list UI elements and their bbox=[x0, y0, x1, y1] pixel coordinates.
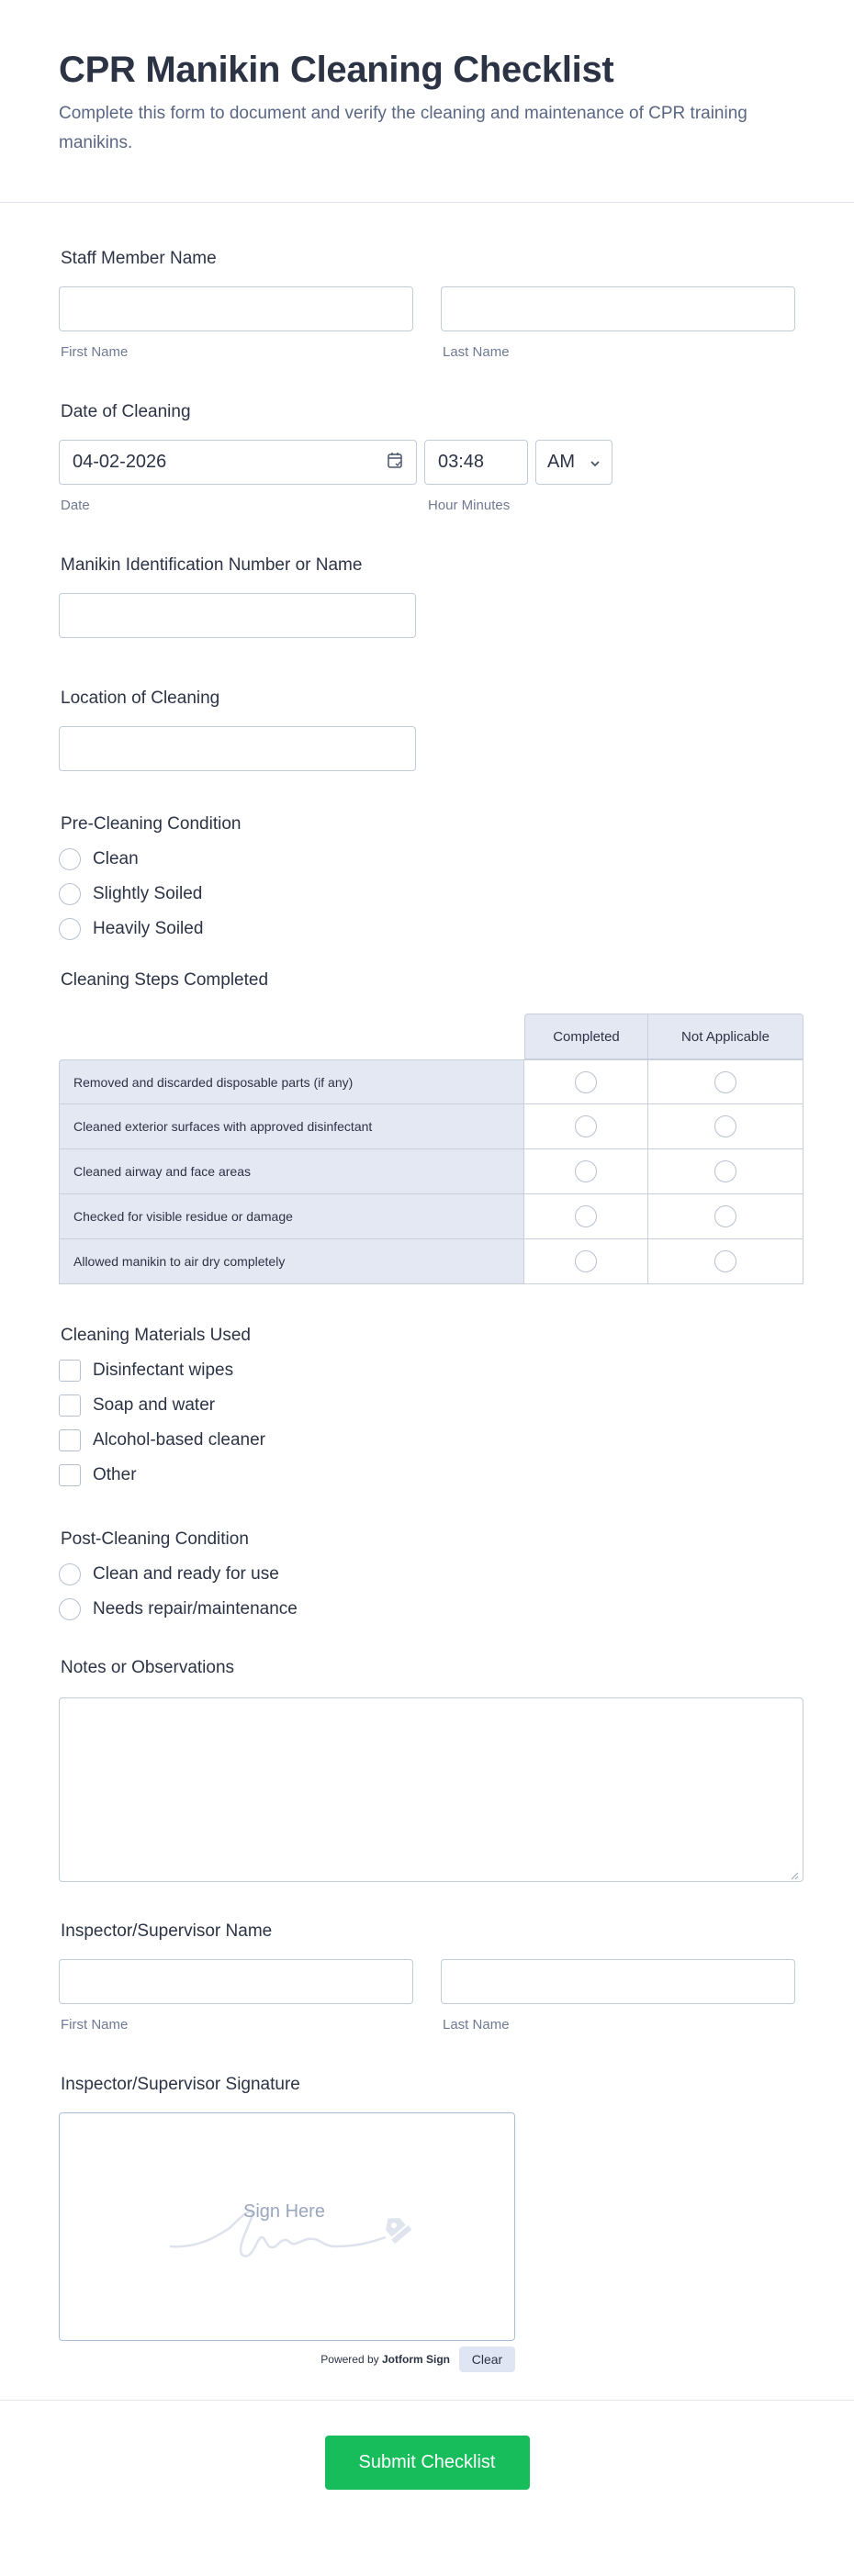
staff-first-name-sublabel: First Name bbox=[61, 344, 129, 360]
matrix-row bbox=[59, 1194, 803, 1239]
inspector-first-name-input[interactable] bbox=[59, 1959, 413, 2004]
option-label: Clean bbox=[93, 849, 139, 868]
materials-option[interactable] bbox=[59, 1464, 795, 1486]
form-description: Complete this form to document and verify the cleaning and maintenance of CPR training manikins. bbox=[59, 104, 747, 152]
brand-name: Jotform Sign bbox=[382, 2353, 450, 2366]
signature-field bbox=[59, 2074, 795, 2372]
chevron-down-icon bbox=[590, 452, 601, 473]
radio-button[interactable] bbox=[575, 1160, 597, 1182]
resize-handle-icon[interactable] bbox=[790, 1868, 799, 1877]
materials-option[interactable] bbox=[59, 1394, 795, 1417]
radio-button[interactable] bbox=[59, 918, 81, 940]
radio-button[interactable] bbox=[714, 1250, 736, 1272]
option-label: Slightly Soiled bbox=[93, 884, 203, 903]
cleaning-steps-label: Cleaning Steps Completed bbox=[61, 970, 269, 990]
materials-option[interactable] bbox=[59, 1429, 795, 1451]
radio-button[interactable] bbox=[575, 1250, 597, 1272]
inspector-last-name-sublabel: Last Name bbox=[443, 2017, 510, 2033]
cleaning-steps-matrix bbox=[59, 1014, 803, 1284]
staff-first-name-input[interactable] bbox=[59, 286, 413, 331]
radio-button[interactable] bbox=[59, 883, 81, 905]
form-title: CPR Manikin Cleaning Checklist bbox=[59, 50, 614, 90]
option-label: Heavily Soiled bbox=[93, 919, 204, 938]
matrix-row bbox=[59, 1239, 803, 1284]
post-condition-field bbox=[59, 1529, 795, 1620]
matrix-row bbox=[59, 1104, 803, 1149]
time-input[interactable]: 03:48 bbox=[424, 440, 528, 485]
inspector-name-label: Inspector/Supervisor Name bbox=[61, 1921, 273, 1941]
matrix-column-not-applicable: Not Applicable bbox=[648, 1014, 803, 1059]
materials-option[interactable] bbox=[59, 1360, 795, 1382]
post-condition-label: Post-Cleaning Condition bbox=[61, 1529, 249, 1549]
option-label: Other bbox=[93, 1465, 137, 1484]
matrix-row-label: Allowed manikin to air dry completely bbox=[59, 1239, 524, 1284]
radio-button[interactable] bbox=[714, 1160, 736, 1182]
staff-last-name-input[interactable] bbox=[441, 286, 795, 331]
materials-field bbox=[59, 1325, 795, 1486]
materials-label: Cleaning Materials Used bbox=[61, 1326, 251, 1345]
location-input[interactable] bbox=[59, 726, 416, 771]
date-sublabel: Date bbox=[61, 498, 90, 513]
submit-button[interactable]: Submit Checklist bbox=[325, 2436, 530, 2490]
powered-by-text bbox=[320, 2353, 450, 2366]
manikin-id-field bbox=[59, 554, 795, 638]
inspector-first-name-sublabel: First Name bbox=[61, 2017, 129, 2033]
radio-button[interactable] bbox=[575, 1071, 597, 1093]
form-header bbox=[0, 0, 854, 203]
location-field bbox=[59, 688, 795, 771]
checkbox[interactable] bbox=[59, 1394, 81, 1417]
ampm-select[interactable] bbox=[535, 440, 612, 485]
sign-here-placeholder: Sign Here bbox=[243, 2201, 325, 2222]
location-label: Location of Cleaning bbox=[61, 689, 220, 708]
matrix-row-label: Cleaned exterior surfaces with approved disinfectant bbox=[59, 1104, 524, 1149]
option-label: Alcohol-based cleaner bbox=[93, 1430, 266, 1450]
cleaning-steps-field bbox=[59, 969, 795, 1284]
matrix-column-completed: Completed bbox=[524, 1014, 648, 1059]
date-of-cleaning-field bbox=[59, 401, 795, 514]
radio-button[interactable] bbox=[59, 848, 81, 870]
option-label: Needs repair/maintenance bbox=[93, 1599, 298, 1618]
post-condition-option[interactable] bbox=[59, 1563, 795, 1585]
option-label: Disinfectant wipes bbox=[93, 1361, 234, 1380]
pre-condition-option[interactable] bbox=[59, 918, 795, 940]
post-condition-option[interactable] bbox=[59, 1598, 795, 1620]
pre-condition-field bbox=[59, 813, 795, 940]
matrix-row bbox=[59, 1149, 803, 1194]
matrix-blank-header bbox=[59, 1014, 524, 1059]
checkbox[interactable] bbox=[59, 1429, 81, 1451]
radio-button[interactable] bbox=[59, 1563, 81, 1585]
ampm-value: AM bbox=[547, 452, 575, 472]
staff-name-field bbox=[59, 248, 795, 361]
checkbox[interactable] bbox=[59, 1464, 81, 1486]
notes-textarea[interactable] bbox=[59, 1697, 803, 1882]
time-sublabel: Hour Minutes bbox=[428, 498, 511, 513]
checkbox[interactable] bbox=[59, 1360, 81, 1382]
pre-condition-option[interactable] bbox=[59, 883, 795, 905]
inspector-last-name-input[interactable] bbox=[441, 1959, 795, 2004]
powered-by-label: Powered by bbox=[320, 2353, 379, 2366]
radio-button[interactable] bbox=[575, 1205, 597, 1227]
matrix-row-label: Cleaned airway and face areas bbox=[59, 1149, 524, 1194]
radio-button[interactable] bbox=[59, 1598, 81, 1620]
date-of-cleaning-label: Date of Cleaning bbox=[61, 402, 191, 421]
manikin-id-label: Manikin Identification Number or Name bbox=[61, 555, 363, 575]
matrix-row-label: Checked for visible residue or damage bbox=[59, 1194, 524, 1239]
inspector-name-field bbox=[59, 1921, 795, 2033]
clear-signature-button[interactable]: Clear bbox=[459, 2346, 515, 2372]
option-label: Soap and water bbox=[93, 1395, 216, 1415]
option-label: Clean and ready for use bbox=[93, 1564, 279, 1584]
pre-condition-label: Pre-Cleaning Condition bbox=[61, 814, 242, 834]
matrix-row-label: Removed and discarded disposable parts (if any) bbox=[59, 1059, 524, 1104]
date-input[interactable] bbox=[59, 440, 417, 485]
radio-button[interactable] bbox=[575, 1115, 597, 1137]
radio-button[interactable] bbox=[714, 1115, 736, 1137]
pre-condition-option[interactable] bbox=[59, 848, 795, 870]
radio-button[interactable] bbox=[714, 1205, 736, 1227]
signature-pad[interactable] bbox=[59, 2112, 515, 2341]
staff-last-name-sublabel: Last Name bbox=[443, 344, 510, 360]
manikin-id-input[interactable] bbox=[59, 593, 416, 638]
form-footer bbox=[0, 2400, 854, 2537]
radio-button[interactable] bbox=[714, 1071, 736, 1093]
matrix-row bbox=[59, 1059, 803, 1104]
signature-label: Inspector/Supervisor Signature bbox=[61, 2075, 300, 2094]
notes-label: Notes or Observations bbox=[61, 1658, 235, 1677]
date-value: 04-02-2026 bbox=[73, 452, 167, 472]
notes-field bbox=[59, 1657, 795, 1882]
calendar-icon[interactable] bbox=[387, 451, 403, 475]
staff-name-label: Staff Member Name bbox=[61, 249, 217, 268]
form-body bbox=[0, 248, 854, 2372]
